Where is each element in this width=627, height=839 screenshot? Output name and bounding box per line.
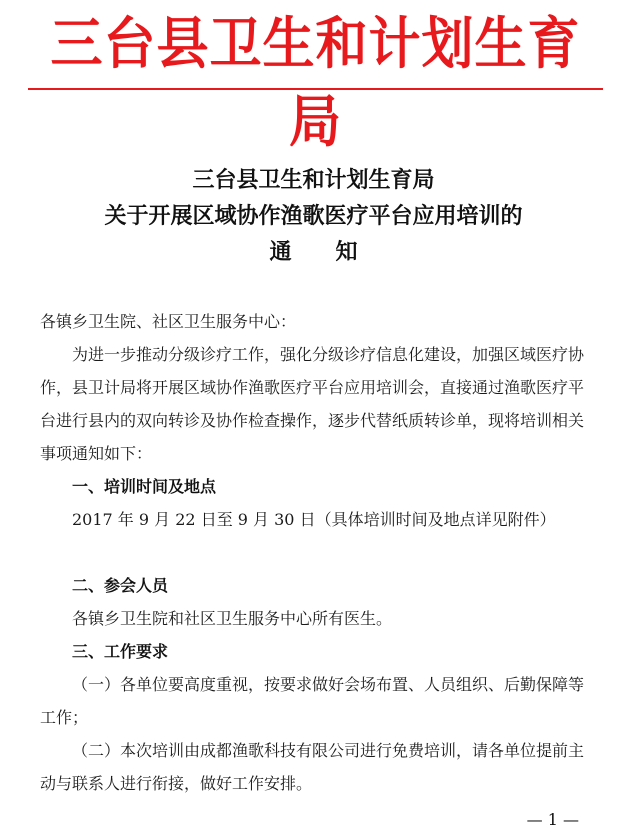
masthead-title: 三台县卫生和计划生育局 [50,12,581,156]
title-char-tong: 通 [269,239,292,265]
section-1-heading: 一、培训时间及地点 [72,477,217,496]
section-2-heading: 二、参会人员 [72,576,169,595]
section-3-heading: 三、工作要求 [72,642,169,661]
section-1-text: 2017 年 9 月 22 日至 9 月 30 日（具体培训时间及地点详见附件） [72,510,556,529]
title-char-zhi: 知 [335,239,358,265]
document-title-line-3 [0,238,627,266]
masthead-divider [28,88,603,90]
salutation: 各镇乡卫生院、社区卫生服务中心： [40,312,297,331]
document-title-line-1: 三台县卫生和计划生育局 [192,167,435,193]
intro-paragraph: 为进一步推动分级诊疗工作，强化分级诊疗信息化建设，加强区域医疗协作，县卫计局将开展区域协作渔歌医疗平台应用培训会，直接通过渔歌医疗平台进行县内的双向转诊及协作检查操作，逐步代替纸质转诊单，现将培训相关事项通知如下： [40,345,585,463]
requirement-2: （二）本次培训由成都渔歌科技有限公司进行免费培训，请各单位提前主动与联系人进行衔接，做好工作安排。 [40,741,585,793]
requirement-1: （一）各单位要高度重视，按要求做好会场布置、人员组织、后勤保障等工作； [40,675,585,727]
section-2-text: 各镇乡卫生院和社区卫生服务中心所有医生。 [72,609,393,628]
document-title-line-2: 关于开展区域协作渔歌医疗平台应用培训的 [104,203,523,229]
page-number: — 1 — [526,810,579,829]
